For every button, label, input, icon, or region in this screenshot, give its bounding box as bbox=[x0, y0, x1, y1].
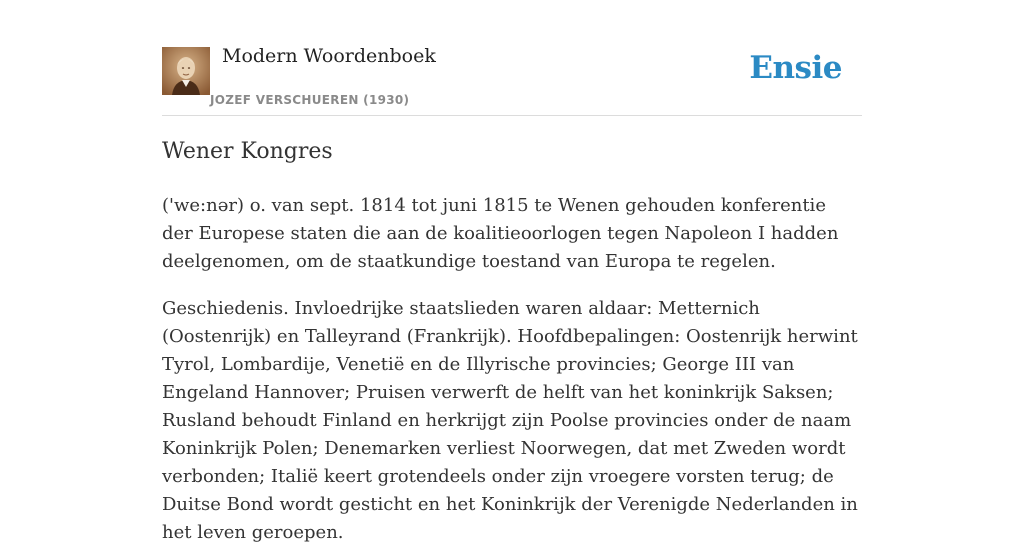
author-name[interactable]: JOZEF VERSCHUEREN (1930) bbox=[210, 93, 410, 107]
content-container bbox=[162, 0, 862, 543]
header bbox=[162, 0, 862, 116]
book-title[interactable]: Modern Woordenboek bbox=[222, 45, 436, 67]
entry-title: Wener Kongres bbox=[162, 139, 333, 164]
definition-paragraph: ('we:nər) o. van sept. 1814 tot juni 1815 te Wenen gehouden konferentie der Europese staten die aan de koalitieoorlogen tegen Napoleon I hadden deelgenomen, om de staatkundige toestand van Europa te regelen. bbox=[162, 195, 839, 272]
avatar[interactable] bbox=[162, 47, 210, 95]
author-portrait-icon bbox=[162, 47, 210, 95]
history-paragraph: Geschiedenis. Invloedrijke staatslieden waren aldaar: Metternich (Oostenrijk) en Talleyrand (Frankrijk). Hoofdbepalingen: Oostenrijk herwint Tyrol, Lombardije, Venetië en de Illyrische provincies; George III van Engeland Hannover; Pruisen verwerft de helft van het koninkrijk Saksen; Rusland behoudt Finland en herkrijgt zijn Poolse provincies onder de naam Koninkrijk Polen; Denemarken verliest Noorwegen, dat met Zweden wordt verbonden; Italië keert grotendeels onder zijn vroegere vorsten terug; de Duitse Bond wordt gesticht en het Koninkrijk der Verenigde Nederlanden in het leven geroepen. bbox=[162, 298, 858, 543]
brand-logo[interactable]: Ensie bbox=[749, 50, 842, 86]
